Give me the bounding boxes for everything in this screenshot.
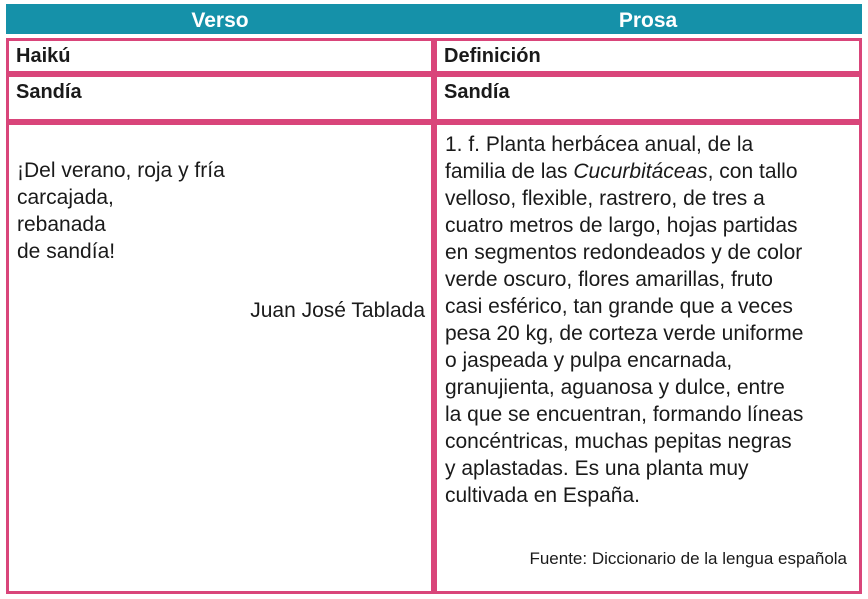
definition-line: o jaspeada y pulpa encarnada,	[445, 349, 733, 372]
definition-line: granujienta, aguanosa y dulce, entre	[445, 376, 785, 399]
cell-prose-body	[434, 122, 862, 594]
definition-line: 1. f. Planta herbácea anual, de la	[445, 133, 754, 156]
definition-line: y aplastadas. Es una planta muy	[445, 457, 749, 480]
poem-author: Juan José Tablada	[250, 299, 425, 322]
table-header	[6, 4, 862, 34]
prose-title: Sandía	[444, 81, 510, 103]
cell-verse-type	[6, 38, 434, 74]
poem-line: de sandía!	[17, 240, 116, 263]
definition-line: la que se encuentran, formando líneas	[445, 403, 804, 426]
cell-prose-title	[434, 74, 862, 122]
poem-line: rebanada	[17, 213, 106, 236]
definition-line: pesa 20 kg, de corteza verde uniforme	[445, 322, 804, 345]
verse-type-label: Haikú	[16, 45, 71, 67]
definition-line: cuatro metros de largo, hojas partidas	[445, 214, 798, 237]
definition-line: familia de las Cucurbitáceas, con tallo	[445, 160, 798, 183]
definition-line: cultivada en España.	[445, 484, 640, 507]
verse-title: Sandía	[16, 81, 82, 103]
definition-line: casi esférico, tan grande que a veces	[445, 295, 793, 318]
definition-text	[445, 131, 845, 509]
poem-text	[17, 157, 225, 265]
definition-line: velloso, flexible, rastrero, de tres a	[445, 187, 765, 210]
definition-line: en segmentos redondeados y de color	[445, 241, 803, 264]
cell-verse-title	[6, 74, 434, 122]
poem-line: ¡Del verano, roja y fría	[17, 159, 225, 182]
definition-line: verde oscuro, flores amarillas, fruto	[445, 268, 773, 291]
cell-verse-body	[6, 122, 434, 594]
header-verso: Verso	[191, 9, 249, 32]
definition-source: Fuente: Diccionario de la lengua española	[529, 549, 847, 568]
definition-line: concéntricas, muchas pepitas negras	[445, 430, 792, 453]
cell-prose-type	[434, 38, 862, 74]
poem-line: carcajada,	[17, 186, 114, 209]
header-prosa: Prosa	[618, 9, 678, 32]
prose-type-label: Definición	[444, 45, 541, 67]
